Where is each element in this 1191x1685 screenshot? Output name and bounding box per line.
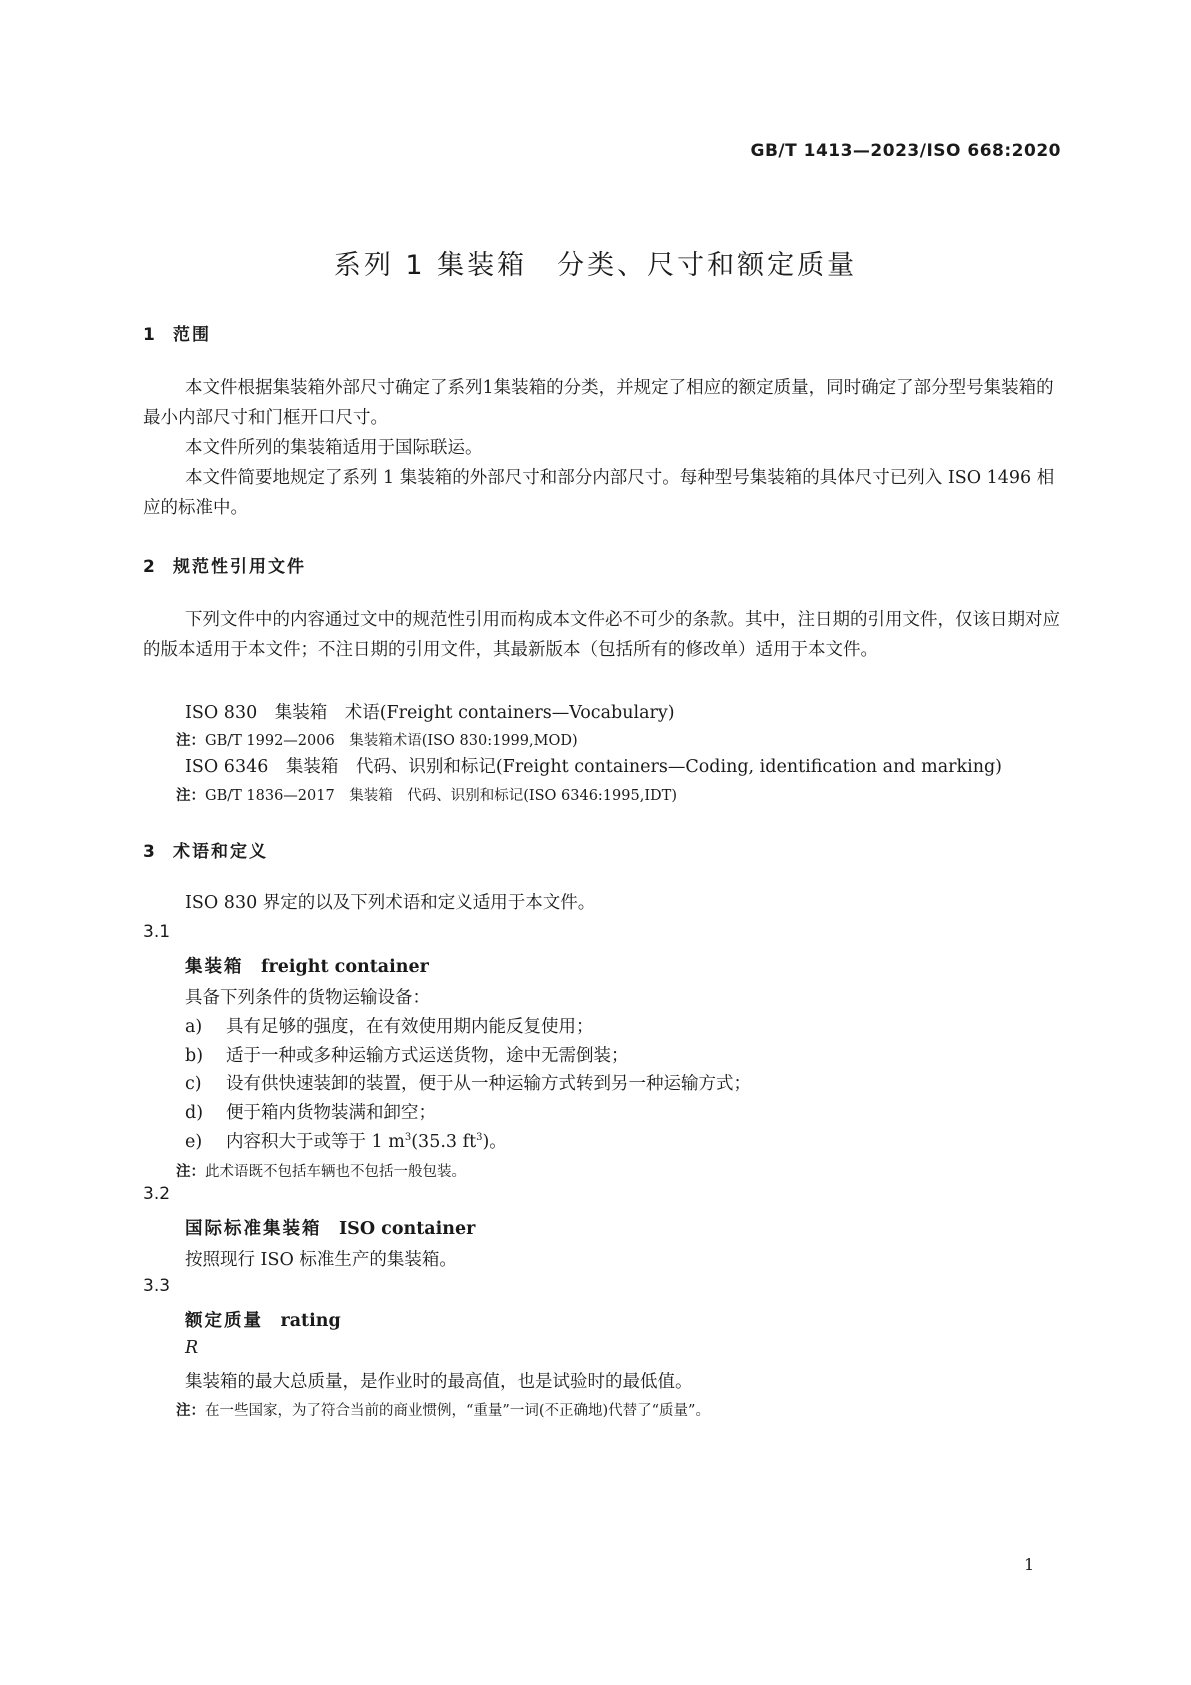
superscript: 3 (476, 1132, 483, 1144)
term-zh: 额定质量 (185, 1311, 263, 1331)
list-text: (35.3 ft (411, 1132, 477, 1152)
section-title: 术语和定义 (173, 842, 268, 862)
term-number-3-2: 3.2 (143, 1184, 171, 1204)
list-item (185, 1042, 629, 1067)
standard-code: GB/T 1413—2023/ISO 668:2020 (750, 141, 1061, 161)
list-label: d) (185, 1103, 204, 1123)
document-title: 系列 1 集装箱 分类、尺寸和额定质量 (333, 250, 858, 281)
list-text: 便于箱内货物装满和卸空； (226, 1103, 436, 1123)
list-item (185, 1128, 507, 1153)
section-2-body (143, 605, 1063, 665)
term-en: ISO container (339, 1219, 476, 1239)
section-title: 范围 (173, 325, 211, 345)
list-text: 内容积大于或等于 1 m (226, 1132, 405, 1152)
note-label: 注： (176, 733, 205, 749)
list-text: 具有足够的强度，在有效使用期内能反复使用； (226, 1017, 594, 1037)
list-label: a) (185, 1017, 203, 1037)
term-definition: 集装箱的最大总质量，是作业时的最高值，也是试验时的最低值。 (185, 1372, 693, 1392)
term-number-3-1: 3.1 (143, 922, 171, 942)
scope-paragraph-3: 本文件简要地规定了系列 1 集装箱的外部尺寸和部分内部尺寸。每种型号集装箱的具体尺寸已列入 ISO 1496 相应的标准中。 (143, 468, 1055, 518)
list-text: )。 (482, 1132, 507, 1152)
list-item (185, 1013, 594, 1038)
section-1-body (143, 373, 1063, 523)
reference-note-1 (176, 729, 578, 750)
list-label: e) (185, 1132, 203, 1152)
list-item (185, 1070, 751, 1095)
superscript: 3 (404, 1132, 412, 1144)
scope-paragraph-1: 本文件根据集装箱外部尺寸确定了系列1集装箱的分类，并规定了相应的额定质量，同时确定了部分型号集装箱的最小内部尺寸和门框开口尺寸。 (143, 378, 1054, 428)
term-en: rating (280, 1311, 341, 1331)
list-label: c) (185, 1074, 202, 1094)
list-text: 设有供快速装卸的装置，便于从一种运输方式转到另一种运输方式； (226, 1074, 751, 1094)
reference-iso-830: ISO 830 集装箱 术语(Freight containers—Vocabulary) (185, 703, 675, 723)
list-label: b) (185, 1046, 204, 1066)
term-zh: 国际标准集装箱 (185, 1219, 322, 1239)
term-freight-container (185, 953, 429, 978)
section-number: 2 (143, 557, 157, 577)
section-1-heading (143, 320, 211, 345)
note-label: 注： (176, 788, 205, 804)
section-number: 1 (143, 325, 157, 345)
normative-references-paragraph: 下列文件中的内容通过文中的规范性引用而构成本文件必不可少的条款。其中，注日期的引用文件，仅该日期对应的版本适用于本文件；不注日期的引用文件，其最新版本（包括所有的修改单）适用于本文件。 (143, 610, 1060, 660)
scope-paragraph-2: 本文件所列的集装箱适用于国际联运。 (185, 438, 483, 458)
page-number: 1 (1024, 1555, 1035, 1574)
note-text: 在一些国家，为了符合当前的商业惯例，“重量”一词(不正确地)代替了“质量”。 (205, 1403, 710, 1419)
term-definition: 具备下列条件的货物运输设备： (185, 988, 430, 1008)
list-text: 适于一种或多种运输方式运送货物，途中无需倒装； (226, 1046, 629, 1066)
list-item (185, 1099, 436, 1124)
reference-note-2 (176, 784, 677, 805)
note-text: 此术语既不包括车辆也不包括一般包装。 (205, 1164, 466, 1180)
term-definition: 按照现行 ISO 标准生产的集装箱。 (185, 1250, 457, 1270)
note-label: 注： (176, 1164, 205, 1180)
term-en: freight container (261, 957, 429, 977)
section-2-heading (143, 552, 306, 577)
terms-intro-paragraph: ISO 830 界定的以及下列术语和定义适用于本文件。 (185, 893, 596, 913)
note-text: GB/T 1992—2006 集装箱术语(ISO 830:1999,MOD) (205, 733, 578, 749)
term-number-3-3: 3.3 (143, 1276, 171, 1296)
term-symbol: R (185, 1338, 199, 1358)
term-zh: 集装箱 (185, 957, 244, 977)
term-rating (185, 1307, 341, 1332)
term-note (176, 1160, 466, 1181)
section-3-heading (143, 837, 268, 862)
term-note (176, 1399, 710, 1420)
note-text: GB/T 1836—2017 集装箱 代码、识别和标记(ISO 6346:1995,IDT) (205, 788, 677, 804)
term-iso-container (185, 1215, 475, 1240)
reference-iso-6346: ISO 6346 集装箱 代码、识别和标记(Freight containers—Coding, identification and marking) (185, 757, 1002, 777)
section-title: 规范性引用文件 (173, 557, 306, 577)
section-number: 3 (143, 842, 157, 862)
note-label: 注： (176, 1403, 205, 1419)
